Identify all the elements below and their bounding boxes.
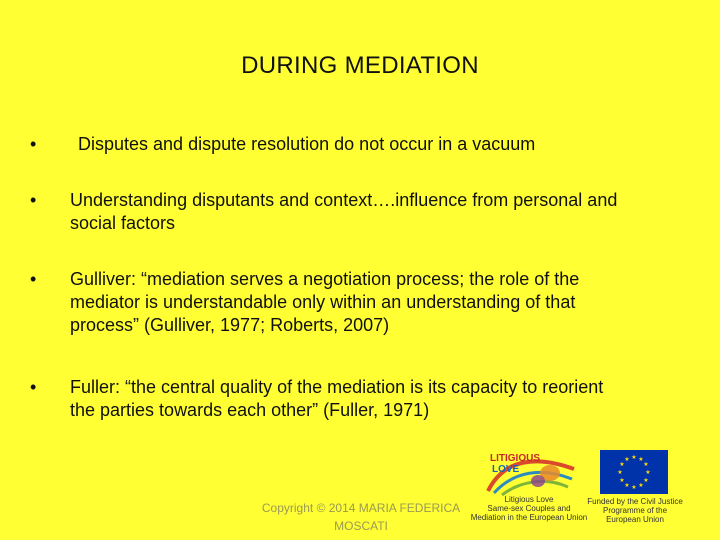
- caption-line: Programme of the: [602, 506, 668, 515]
- bullet-text: [78, 133, 690, 156]
- caption-line: Litigious Love: [504, 495, 554, 504]
- litigious-love-logo: [484, 447, 578, 497]
- svg-text:★: ★: [624, 482, 630, 489]
- copyright-notice: [255, 499, 467, 535]
- svg-text:LITIGIOUS: LITIGIOUS: [490, 453, 540, 464]
- caption-line: European Union: [606, 515, 664, 524]
- svg-text:★: ★: [645, 469, 651, 476]
- bullet-line: mediator is understandable only within an understanding of that: [70, 292, 576, 312]
- bullet-line: Fuller: “the central quality of the mediation is its capacity to reorient: [70, 377, 604, 397]
- bullet-text: [70, 376, 690, 422]
- svg-text:★: ★: [638, 482, 644, 489]
- bullet-marker: •: [30, 269, 37, 289]
- svg-text:★: ★: [643, 461, 649, 468]
- bullet-item: [30, 133, 690, 156]
- bullet-marker: •: [30, 377, 37, 397]
- svg-text:★: ★: [619, 461, 625, 468]
- bullet-line: Gulliver: “mediation serves a negotiation process; the role of the: [70, 269, 580, 289]
- bullet-line: Understanding disputants and context….influence from personal and: [70, 190, 618, 210]
- bullet-line: social factors: [70, 213, 176, 233]
- svg-text:★: ★: [617, 469, 623, 476]
- bullet-text: [70, 189, 690, 235]
- bullet-marker: •: [30, 190, 37, 210]
- caption-line: Funded by the Civil Justice: [587, 497, 683, 506]
- svg-text:★: ★: [638, 456, 644, 463]
- bullet-marker: •: [30, 134, 37, 154]
- bullet-text: [70, 268, 690, 337]
- copyright-line: MOSCATI: [334, 519, 388, 533]
- bullet-item: [30, 376, 690, 422]
- litigious-love-caption: [470, 495, 588, 522]
- caption-line: Mediation in the European Union: [470, 513, 588, 522]
- caption-line: Same-sex Couples and: [487, 504, 571, 513]
- bullet-line: process” (Gulliver, 1977; Roberts, 2007): [70, 315, 390, 335]
- svg-text:★: ★: [631, 484, 637, 491]
- bullet-line: the parties towards each other” (Fuller, 1971): [70, 400, 430, 420]
- copyright-line: Copyright © 2014 MARIA FEDERICA: [261, 501, 461, 515]
- svg-text:★: ★: [619, 477, 625, 484]
- bullet-item: [30, 268, 690, 337]
- slide-title: DURING MEDIATION: [241, 52, 479, 79]
- bullet-line: Disputes and dispute resolution do not occur in a vacuum: [78, 134, 536, 154]
- svg-text:★: ★: [631, 454, 637, 461]
- svg-text:LOVE: LOVE: [492, 464, 520, 475]
- eu-flag-icon: [600, 450, 668, 494]
- svg-text:★: ★: [624, 456, 630, 463]
- svg-text:★: ★: [643, 477, 649, 484]
- bullet-item: [30, 189, 690, 235]
- eu-funding-caption: [585, 497, 685, 524]
